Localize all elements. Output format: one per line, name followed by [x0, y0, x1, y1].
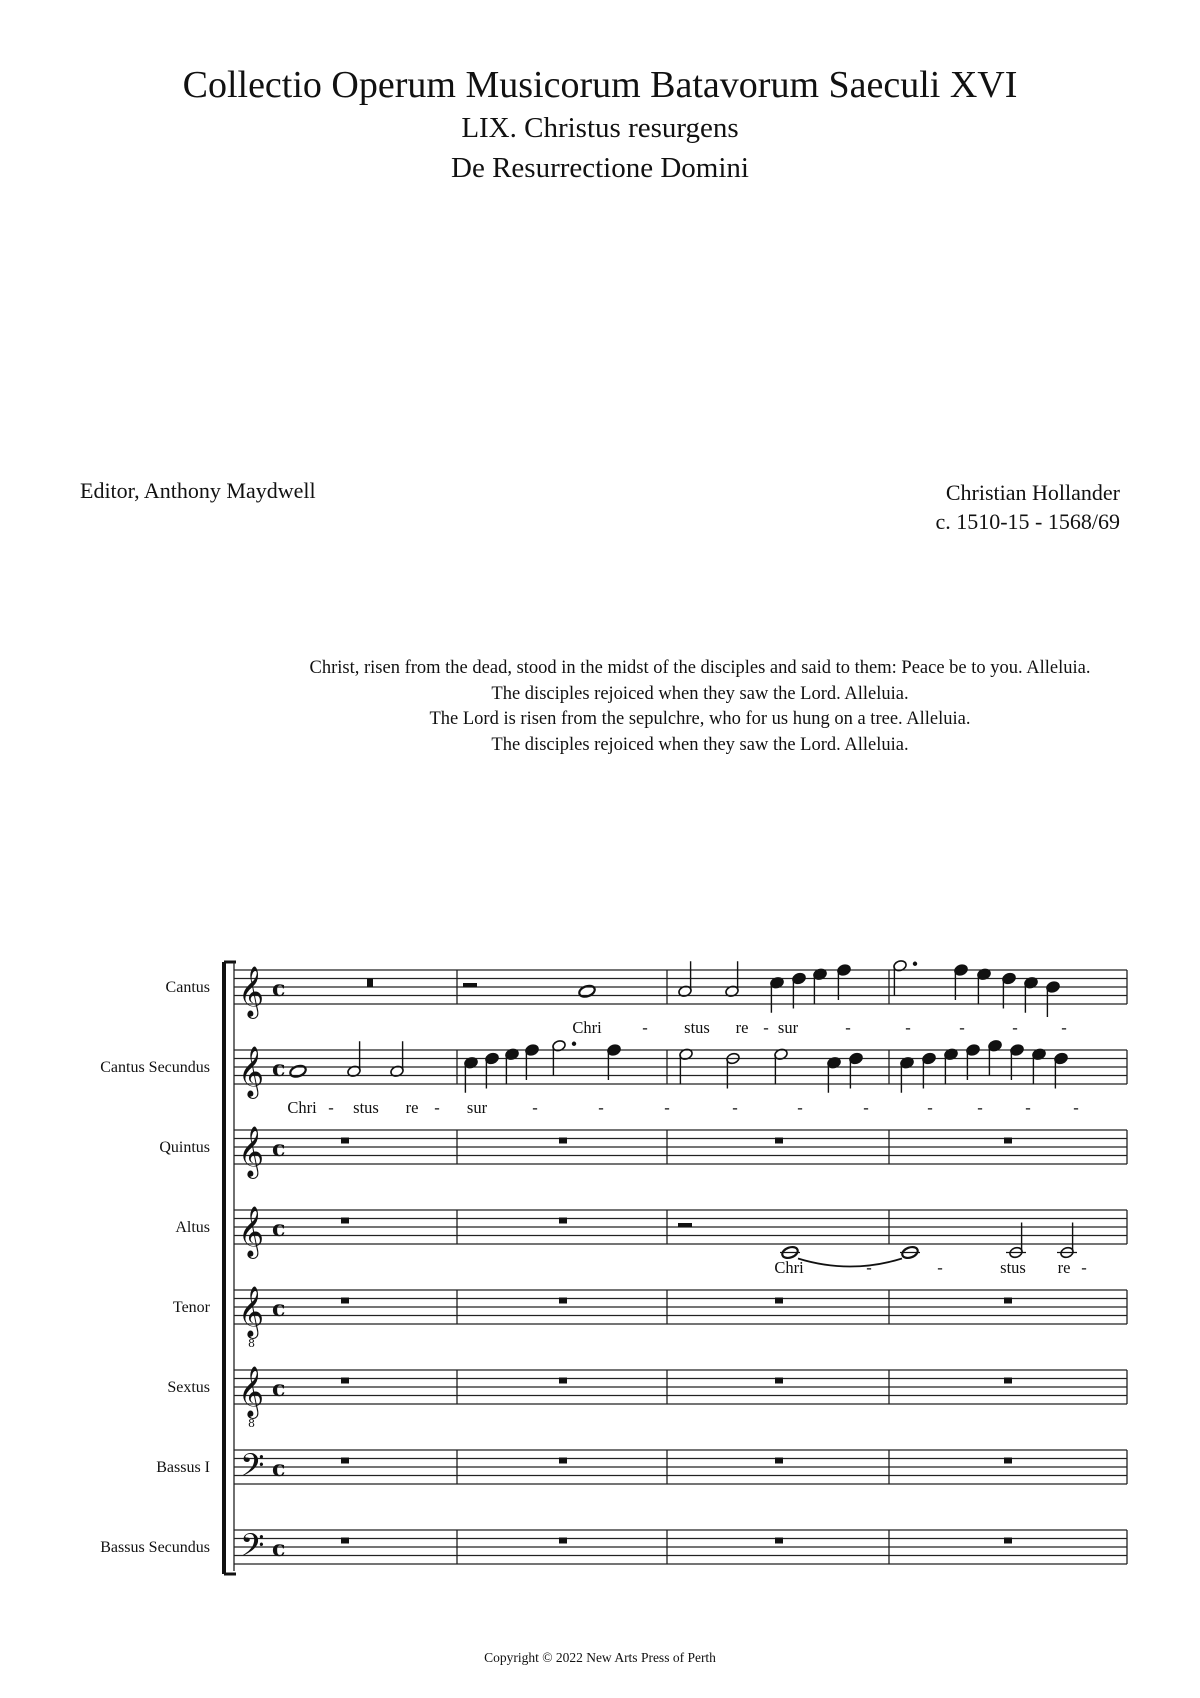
whole-rest: [1004, 1458, 1012, 1464]
lyrics-cantus: [572, 1018, 1066, 1037]
lyric-hyphen: -: [1073, 1098, 1079, 1117]
whole-rest: [559, 1298, 567, 1304]
lyric-hyphen: -: [977, 1098, 983, 1117]
half-note: [774, 1048, 789, 1084]
voice-label-altus: Altus: [175, 1219, 210, 1236]
quarter-note: [944, 1048, 959, 1084]
half-note: [390, 1041, 405, 1077]
whole-rest: [341, 1298, 349, 1304]
half-note: [347, 1041, 362, 1077]
whole-rest: [341, 1138, 349, 1144]
lyric-hyphen: -: [598, 1098, 604, 1117]
lyric-syllable: re: [1057, 1258, 1071, 1277]
quarter-note: [525, 1044, 540, 1080]
dot: [572, 1042, 576, 1046]
quarter-note: [813, 968, 828, 1004]
common-time-icon: c: [272, 1456, 286, 1482]
lyric-hyphen: -: [434, 1098, 440, 1117]
whole-rest: [775, 1538, 783, 1544]
whole-rest: [559, 1458, 567, 1464]
quarter-note: [1010, 1044, 1025, 1080]
lyric-syllable: stus: [684, 1018, 710, 1037]
lyric-syllable: sur: [777, 1018, 799, 1037]
whole-rest: [559, 1138, 567, 1144]
quarter-note: [900, 1056, 915, 1092]
lyric-hyphen: -: [763, 1018, 769, 1037]
whole-rest: [1004, 1138, 1012, 1144]
staff: [234, 1286, 1127, 1350]
common-time-icon: c: [272, 976, 286, 1002]
lyric-syllable: stus: [353, 1098, 379, 1117]
half-note: [725, 961, 740, 997]
lyric-syllable: Chri: [774, 1258, 804, 1277]
lyric-hyphen: -: [1025, 1098, 1031, 1117]
half-rest: [463, 983, 477, 987]
quarter-note: [1054, 1052, 1069, 1088]
whole-rest: [559, 1218, 567, 1224]
notehead: [578, 984, 596, 999]
voice-label-sextus: Sextus: [167, 1379, 210, 1396]
staff: [234, 1206, 1127, 1259]
quarter-note: [849, 1052, 864, 1088]
lyric-hyphen: -: [937, 1258, 943, 1277]
common-time-icon: c: [272, 1536, 286, 1562]
whole-rest: [775, 1138, 783, 1144]
piece-subtitle: De Resurrectione Domini: [451, 152, 749, 184]
whole-rest: [775, 1378, 783, 1384]
staff: [234, 1366, 1127, 1430]
octave-mark: 8: [248, 1337, 255, 1350]
quarter-note: [1032, 1048, 1047, 1084]
lyric-hyphen: -: [1012, 1018, 1018, 1037]
half-note: [678, 961, 693, 997]
treble-clef-icon: 𝄞: [238, 1126, 265, 1177]
quarter-note: [966, 1044, 981, 1080]
copyright: Copyright © 2022 New Arts Press of Perth: [484, 1650, 716, 1665]
whole-rest: [341, 1458, 349, 1464]
whole-note: [578, 984, 596, 999]
lyric-hyphen: -: [642, 1018, 648, 1037]
voice-label-cantus: Cantus: [165, 979, 210, 996]
quarter-note: [770, 976, 785, 1012]
quarter-note: [505, 1048, 520, 1084]
piece-title: LIX. Christus resurgens: [461, 112, 739, 144]
common-time-icon: c: [272, 1056, 286, 1082]
bass-clef-icon: 𝄢: [240, 1527, 265, 1571]
quarter-note: [977, 968, 992, 1004]
voice-label-bassus-i: Bassus I: [156, 1459, 210, 1476]
editor-credit: Editor, Anthony Maydwell: [80, 478, 316, 503]
lyric-hyphen: -: [905, 1018, 911, 1037]
quarter-note: [607, 1044, 622, 1080]
dot: [913, 962, 917, 966]
lyric-hyphen: -: [1061, 1018, 1067, 1037]
whole-rest: [559, 1538, 567, 1544]
lyrics-cantus-secundus: [287, 1098, 1078, 1117]
quarter-note: [988, 1039, 1003, 1075]
treble-clef-icon: 𝄞: [238, 1046, 265, 1097]
voice-label-bassus-secundus: Bassus Secundus: [100, 1539, 210, 1556]
composer-dates: c. 1510-15 - 1568/69: [935, 509, 1120, 534]
half-note: [726, 1052, 741, 1088]
lyric-syllable: re: [735, 1018, 749, 1037]
half-note: [893, 959, 908, 995]
breve-rest: [367, 979, 373, 988]
whole-rest: [559, 1378, 567, 1384]
whole-note: [289, 1064, 307, 1079]
quarter-note: [464, 1056, 479, 1092]
whole-rest: [341, 1218, 349, 1224]
quarter-note: [792, 972, 807, 1008]
half-note: [552, 1039, 567, 1075]
translation-line: The Lord is risen from the sepulchre, who for us hung on a tree. Alleluia.: [429, 709, 971, 729]
voice-label-quintus: Quintus: [159, 1139, 210, 1156]
staff: [234, 1126, 1127, 1179]
lyric-hyphen: -: [866, 1258, 872, 1277]
lyric-hyphen: -: [1081, 1258, 1087, 1277]
whole-rest: [1004, 1298, 1012, 1304]
treble-clef-icon: 𝄞: [238, 1286, 265, 1337]
lyric-hyphen: -: [845, 1018, 851, 1037]
staff: [234, 1527, 1127, 1571]
notehead: [289, 1064, 307, 1079]
lyric-syllable: Chri: [572, 1018, 602, 1037]
whole-rest: [1004, 1378, 1012, 1384]
whole-rest: [341, 1378, 349, 1384]
lyric-hyphen: -: [927, 1098, 933, 1117]
whole-rest: [775, 1458, 783, 1464]
bass-clef-icon: 𝄢: [240, 1447, 265, 1491]
staff: [234, 1447, 1127, 1491]
half-rest: [678, 1223, 692, 1227]
voice-label-cantus-secundus: Cantus Secundus: [100, 1059, 210, 1076]
lyric-syllable: re: [405, 1098, 419, 1117]
translation-line: Christ, risen from the dead, stood in the midst of the disciples and said to them: Peace be to you. Alleluia.: [309, 658, 1091, 678]
common-time-icon: c: [272, 1376, 286, 1402]
lyric-hyphen: -: [532, 1098, 538, 1117]
lyric-syllable: stus: [1000, 1258, 1026, 1277]
translation-line: The disciples rejoiced when they saw the Lord. Alleluia.: [491, 734, 909, 755]
collection-title: Collectio Operum Musicorum Batavorum Saeculi XVI: [182, 64, 1018, 106]
quarter-note: [827, 1056, 842, 1092]
quarter-note: [485, 1052, 500, 1088]
staff: [234, 966, 1127, 1019]
lyric-hyphen: -: [664, 1098, 670, 1117]
quarter-note: [1024, 976, 1039, 1012]
lyric-syllable: sur: [466, 1098, 488, 1117]
lyric-hyphen: -: [732, 1098, 738, 1117]
treble-clef-icon: 𝄞: [238, 966, 265, 1017]
half-note: [1006, 1223, 1026, 1259]
lyric-hyphen: -: [797, 1098, 803, 1117]
whole-rest: [775, 1298, 783, 1304]
whole-note: [900, 1245, 920, 1260]
whole-rest: [341, 1538, 349, 1544]
common-time-icon: c: [272, 1216, 286, 1242]
voice-label-tenor: Tenor: [172, 1299, 210, 1316]
quarter-note: [922, 1052, 937, 1088]
quarter-note: [837, 964, 852, 1000]
treble-clef-icon: 𝄞: [238, 1206, 265, 1257]
translation-line: The disciples rejoiced when they saw the Lord. Alleluia.: [491, 683, 909, 704]
common-time-icon: c: [272, 1296, 286, 1322]
quarter-note: [1046, 981, 1061, 1017]
lyrics-altus: [774, 1258, 1086, 1277]
quarter-note: [954, 964, 969, 1000]
treble-clef-icon: 𝄞: [238, 1366, 265, 1417]
whole-rest: [1004, 1538, 1012, 1544]
tie: [798, 1259, 902, 1267]
common-time-icon: c: [272, 1136, 286, 1162]
octave-mark: 8: [248, 1417, 255, 1430]
quarter-note: [1002, 972, 1017, 1008]
half-note: [679, 1048, 694, 1084]
composer-name: Christian Hollander: [945, 480, 1120, 505]
lyric-hyphen: -: [328, 1098, 334, 1117]
lyric-hyphen: -: [959, 1018, 965, 1037]
lyric-hyphen: -: [863, 1098, 869, 1117]
half-note: [1057, 1223, 1077, 1259]
lyric-syllable: Chri: [287, 1098, 317, 1117]
